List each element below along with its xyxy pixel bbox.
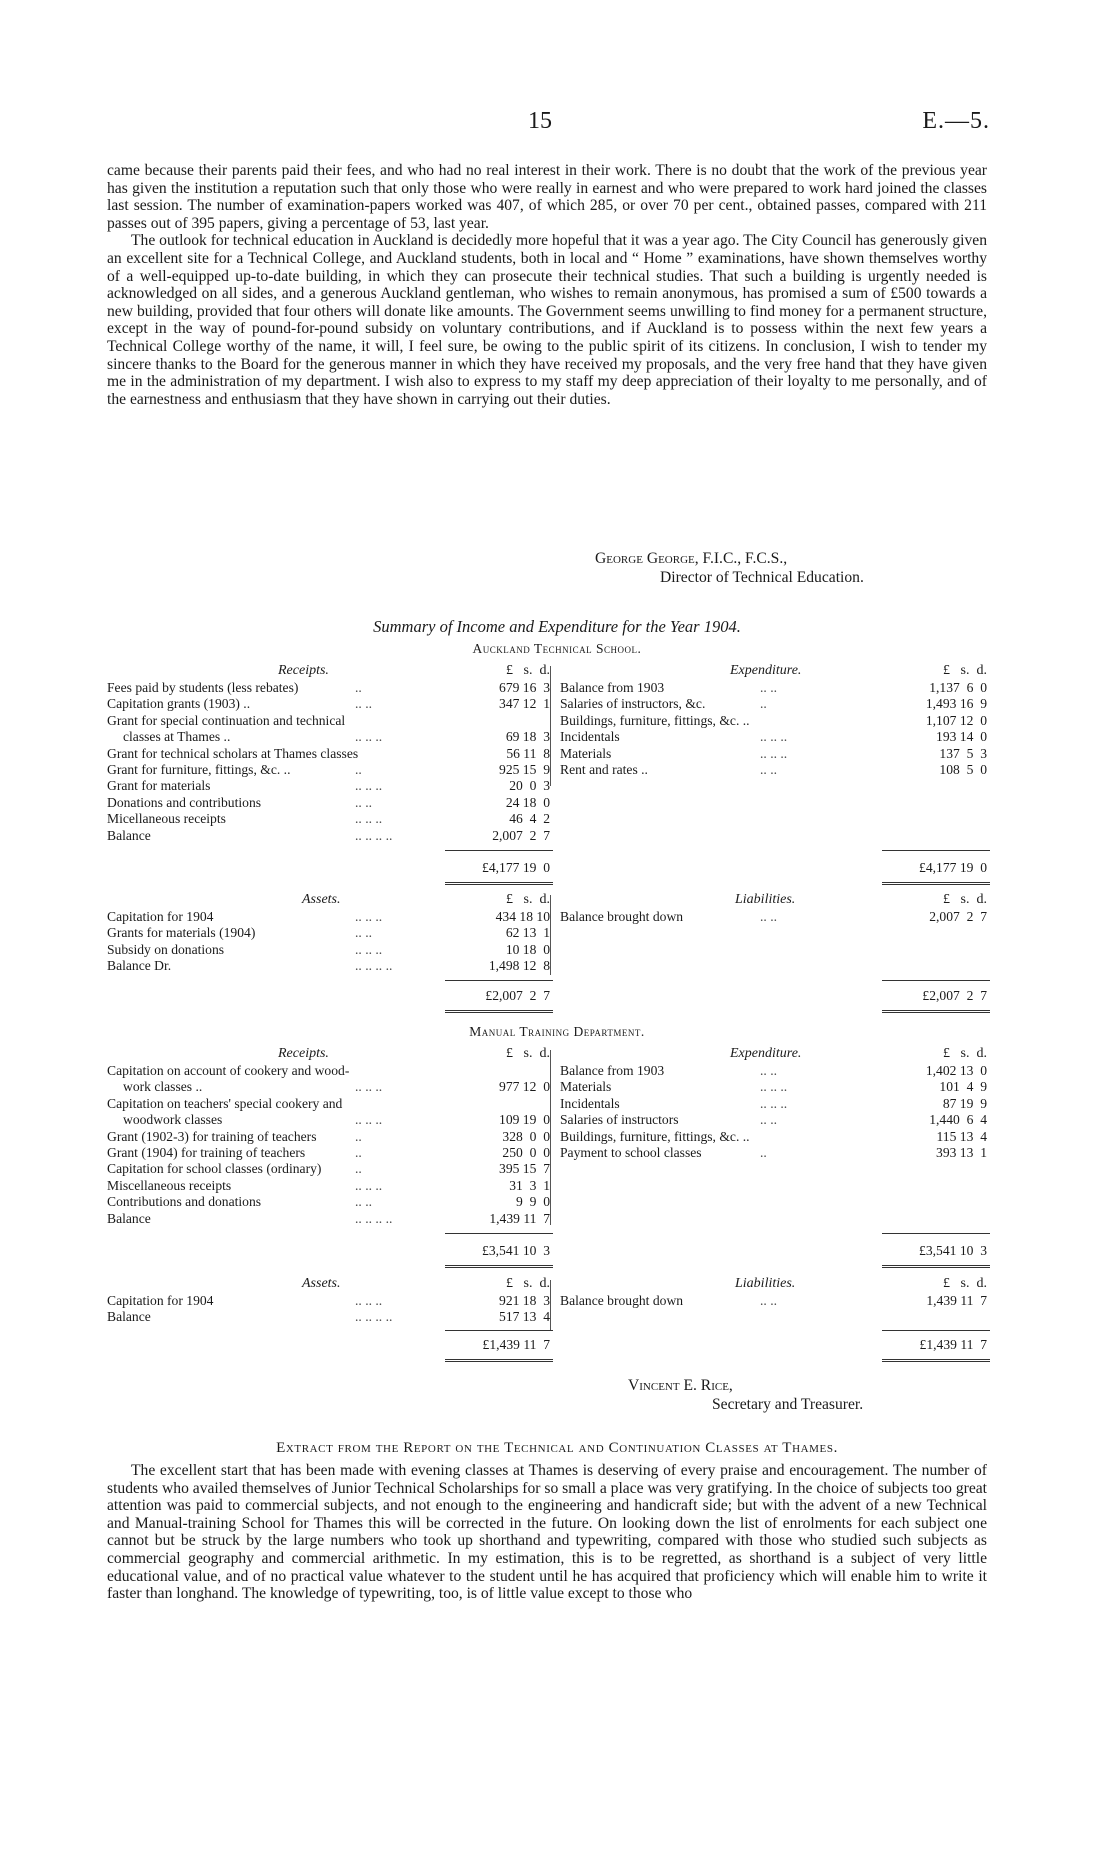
total-rule <box>882 980 990 981</box>
account-row-leader-dots: .. .. .. .. <box>355 827 393 843</box>
account-row-label: Salaries of instructors, &c. <box>560 696 706 712</box>
total-double-rule <box>882 1359 990 1362</box>
units-heading: £ s. d. <box>506 1276 550 1291</box>
account-row-amount: 1,439 11 7 <box>926 1293 987 1308</box>
total-rule <box>882 1233 990 1234</box>
liabilities-heading: Liabilities. <box>735 892 796 907</box>
units-heading: £ s. d. <box>943 1276 987 1291</box>
account-row-label: woodwork classes <box>123 1112 223 1128</box>
account-row-amount: 1,493 16 9 <box>925 696 987 712</box>
account-row-amount: 56 11 8 <box>506 745 550 761</box>
account-row-label: Grants for materials (1904) <box>107 925 256 941</box>
account-row-leader-dots: .. .. .. <box>355 729 383 745</box>
account-row-amount: 328 0 0 <box>502 1128 550 1144</box>
account-row <box>560 1145 990 1161</box>
account-row-leader-dots: .. <box>760 696 767 712</box>
account-row-amount: 1,137 6 0 <box>929 680 987 695</box>
account-row-amount: 87 19 9 <box>942 1095 987 1111</box>
account-row-label: Capitation on teachers' special cookery and <box>107 1095 343 1111</box>
account-row <box>107 925 987 941</box>
intro-paragraph-1: came because their parents paid their fees, and who had no real interest in their work. There is no doubt that the work of the previous year has given the institution a reputation such that only those who were really in earnest and who were prepared to work hard joined the classes last session. The number of examination-papers worked was 407, of which 285, or over 70 per cent., obtained passes, compared with 211 passes out of 395 papers, giving a percentage of 53, last year. <box>107 162 987 232</box>
account-row-amount: 925 15 9 <box>499 761 550 777</box>
account-row-label: Materials <box>560 1079 612 1095</box>
account-row-amount: 1,107 12 0 <box>925 712 987 728</box>
account-row-label: Subsidy on donations <box>107 941 225 957</box>
liabilities-list <box>560 1293 990 1309</box>
document-reference: E.—5. <box>922 108 990 134</box>
account-row-amount: 347 12 1 <box>499 696 550 712</box>
total-double-rule <box>882 882 990 885</box>
account-row-label: Salaries of instructors <box>560 1112 679 1128</box>
intro-text <box>107 162 987 408</box>
account-row-leader-dots: .. .. .. .. <box>355 958 393 974</box>
account-row-label: Balance from 1903 <box>560 1063 665 1078</box>
page-number: 15 <box>528 108 552 134</box>
extract-text <box>107 1462 987 1603</box>
account-row-amount: 250 0 0 <box>502 1144 550 1160</box>
account-row-amount: 193 14 0 <box>936 729 987 745</box>
account-row-leader-dots: .. .. <box>760 909 777 924</box>
account-row-label: work classes .. <box>123 1079 203 1095</box>
account-row <box>560 1096 990 1112</box>
account-row <box>560 729 990 745</box>
assets-heading: Assets. <box>302 1276 341 1291</box>
account-row-label: Payment to school classes <box>560 1144 702 1160</box>
receipts-heading: Receipts. <box>278 1046 329 1061</box>
account-row-label: Capitation grants (1903) .. <box>107 696 251 712</box>
total-liabilities: £1,439 11 7 <box>919 1337 987 1352</box>
account-row-leader-dots: .. .. .. .. <box>355 1210 393 1226</box>
account-row-amount: 921 18 3 <box>499 1293 550 1308</box>
total-expenditure: £3,541 10 3 <box>919 1243 987 1258</box>
account-row-label: Micellaneous receipts <box>107 811 226 827</box>
account-row-label: classes at Thames .. <box>123 729 231 745</box>
account-row-label: Balance <box>107 827 151 843</box>
units-heading: £ s. d. <box>943 663 987 678</box>
account-row-label: Capitation for school classes (ordinary) <box>107 1161 322 1177</box>
total-receipts: £4,177 19 0 <box>482 860 550 875</box>
account-row-leader-dots: .. .. .. <box>355 778 383 794</box>
account-row-amount: 31 3 1 <box>509 1177 550 1193</box>
account-row <box>560 762 990 778</box>
total-receipts: £3,541 10 3 <box>482 1243 550 1258</box>
account-row-amount: 10 18 0 <box>505 941 550 957</box>
total-assets: £2,007 2 7 <box>485 988 550 1003</box>
expenditure-list <box>560 680 990 778</box>
account-row-leader-dots: .. .. <box>760 1063 777 1078</box>
signature-title: Secretary and Treasurer. <box>712 1396 864 1413</box>
total-double-rule <box>445 1010 553 1013</box>
account-row-amount: 1,402 13 0 <box>925 1063 987 1078</box>
account-row-amount: 101 4 9 <box>939 1079 987 1095</box>
account-row-label: Grant for technical scholars at Thames classes <box>107 745 359 761</box>
account-row-amount: 395 15 7 <box>499 1161 550 1177</box>
account-row-amount: 1,439 11 7 <box>489 1210 550 1226</box>
total-assets: £1,439 11 7 <box>482 1337 550 1352</box>
account-row-amount: 108 5 0 <box>939 761 987 777</box>
account-row-amount: 1,498 12 8 <box>488 958 550 974</box>
account-row-label: Rent and rates .. <box>560 761 648 777</box>
section-title-manual-training: Manual Training Department. <box>469 1024 645 1039</box>
units-heading: £ s. d. <box>506 663 550 678</box>
total-double-rule <box>882 1265 990 1268</box>
units-heading: £ s. d. <box>943 892 987 907</box>
account-row-amount: 517 13 4 <box>499 1309 550 1325</box>
total-liabilities: £2,007 2 7 <box>922 988 987 1003</box>
account-row-label: Balance from 1903 <box>560 680 665 695</box>
account-row-leader-dots: .. <box>355 1161 362 1177</box>
account-row <box>560 1129 990 1145</box>
units-heading: £ s. d. <box>506 892 550 907</box>
account-row-label: Grant for furniture, fittings, &c. .. <box>107 761 291 777</box>
total-double-rule <box>445 882 553 885</box>
account-row <box>107 1194 987 1210</box>
account-row <box>560 713 990 729</box>
account-row <box>560 680 990 696</box>
account-row <box>107 1309 987 1325</box>
account-row-leader-dots: .. .. .. <box>760 1095 788 1111</box>
account-row-leader-dots: .. .. .. <box>355 811 383 827</box>
signature-name: Vincent E. Rice, <box>628 1377 733 1394</box>
account-row <box>107 811 987 827</box>
account-row-amount: 46 4 2 <box>509 811 550 827</box>
account-row <box>560 1063 990 1079</box>
account-row <box>107 828 987 844</box>
intro-paragraph-2: The outlook for technical education in Auckland is decidedly more hopeful that it was a year ago. The City Council has generously given an excellent site for a Technical College, and Auckland students, both in local and “ Home ” examinations, have shown themselves worthy of a well-equipped up-to-date building, in which they can prosecute their technical studies. That such a building is urgently needed is acknowledged on all sides, and a generous Auckland gentleman, who wishes to remain anonymous, has promised a sum of £500 towards a new building, provided that four others will donate like amounts. The Government seems unwilling to find money for a permanent structure, except in the way of pound-for-pound subsidy on voluntary contributions, and if Auckland is to possess within the next few years a Technical College worthy of the name, it will, I feel sure, be owing to the public spirit of its citizens. In conclusion, I wish to tender my sincere thanks to the Board for the generous manner in which they have received my proposals, and the very free hand that they have given me in the administration of my department. I wish also to express to my staff my deep appreciation of their loyalty to me personally, and of the earnestness and enthusiasm that they have shown in carrying out their duties. <box>107 232 987 408</box>
liabilities-heading: Liabilities. <box>735 1276 796 1291</box>
account-row-leader-dots: .. .. .. <box>355 909 383 924</box>
account-row-label: Balance brought down <box>560 909 684 924</box>
account-row-label: Capitation on account of cookery and wood- <box>107 1063 350 1078</box>
total-rule <box>445 980 553 981</box>
account-row-amount: 24 18 0 <box>505 794 550 810</box>
account-row-leader-dots: .. <box>355 1128 362 1144</box>
account-row-label: Balance <box>107 1309 151 1325</box>
account-row <box>107 1161 987 1177</box>
total-double-rule <box>445 1359 553 1362</box>
units-heading: £ s. d. <box>943 1046 987 1061</box>
account-row <box>560 1112 990 1128</box>
account-row-leader-dots: .. .. <box>355 925 372 941</box>
account-row <box>107 1178 987 1194</box>
account-row <box>107 958 987 974</box>
account-row-label: Buildings, furniture, fittings, &c. .. <box>560 1128 750 1144</box>
account-row-leader-dots: .. .. .. <box>355 1112 383 1128</box>
account-row-leader-dots: .. .. .. <box>760 745 788 761</box>
account-row-amount: 393 13 1 <box>936 1144 987 1160</box>
account-row-leader-dots: .. .. .. <box>355 941 383 957</box>
account-row-amount: 977 12 0 <box>499 1079 550 1095</box>
signature-title: Director of Technical Education. <box>660 569 864 586</box>
account-row-leader-dots: .. <box>355 680 362 695</box>
account-row-label: Donations and contributions <box>107 794 262 810</box>
account-row-amount: 9 9 0 <box>516 1194 550 1210</box>
account-row <box>560 1079 990 1095</box>
account-row <box>107 778 987 794</box>
expenditure-heading: Expenditure. <box>730 663 802 678</box>
total-double-rule <box>882 1010 990 1013</box>
account-row-label: Capitation for 1904 <box>107 1293 214 1308</box>
account-row-label: Incidentals <box>560 729 620 745</box>
total-expenditure: £4,177 19 0 <box>919 860 987 875</box>
section-title-technical-school: Auckland Technical School. <box>472 641 642 656</box>
account-row-label: Grant (1904) for training of teachers <box>107 1144 306 1160</box>
account-row-label: Capitation for 1904 <box>107 909 214 924</box>
account-row-amount: 109 19 0 <box>499 1112 550 1128</box>
account-row-label: Incidentals <box>560 1095 620 1111</box>
total-rule <box>445 850 553 851</box>
account-row <box>560 696 990 712</box>
account-row-label: Contributions and donations <box>107 1194 262 1210</box>
total-rule <box>445 1233 553 1234</box>
account-row-label: Buildings, furniture, fittings, &c. .. <box>560 712 750 728</box>
total-rule <box>882 850 990 851</box>
account-row-leader-dots: .. .. <box>355 794 372 810</box>
account-row-amount: 137 5 3 <box>939 745 987 761</box>
account-row-label: Balance <box>107 1210 151 1226</box>
assets-heading: Assets. <box>302 892 341 907</box>
account-row <box>560 909 990 925</box>
account-row <box>560 746 990 762</box>
account-row-amount: 115 13 4 <box>936 1128 987 1144</box>
account-row-amount: 2,007 2 7 <box>492 827 550 843</box>
account-row-amount: 679 16 3 <box>499 680 550 695</box>
units-heading: £ s. d. <box>506 1046 550 1061</box>
account-row-label: Grant (1902-3) for training of teachers <box>107 1128 317 1144</box>
account-row-leader-dots: .. .. .. <box>355 1177 383 1193</box>
account-row-leader-dots: .. <box>355 761 362 777</box>
liabilities-list <box>560 909 990 925</box>
account-row-amount: 69 18 3 <box>505 729 550 745</box>
summary-title: Summary of Income and Expenditure for the Year 1904. <box>373 617 741 636</box>
account-row-amount: 1,440 6 4 <box>929 1112 987 1128</box>
account-row-leader-dots: .. .. .. <box>760 1079 788 1095</box>
account-row-leader-dots: .. .. <box>760 680 777 695</box>
total-double-rule <box>445 1265 553 1268</box>
signature-name: George George, F.I.C., F.C.S., <box>595 550 788 567</box>
account-row-leader-dots: .. .. .. <box>355 1079 383 1095</box>
account-row <box>560 1293 990 1309</box>
receipts-heading: Receipts. <box>278 663 329 678</box>
account-row-label: Fees paid by students (less rebates) <box>107 680 299 695</box>
total-rule <box>882 1330 990 1331</box>
account-row-leader-dots: .. <box>355 1144 362 1160</box>
account-row-leader-dots: .. .. <box>760 1293 777 1308</box>
account-row-leader-dots: .. .. .. .. <box>355 1309 393 1325</box>
expenditure-list <box>560 1063 990 1161</box>
account-row-amount: 434 18 10 <box>495 909 550 924</box>
account-row-amount: 2,007 2 7 <box>929 909 987 924</box>
account-row-label: Grant for materials <box>107 778 211 794</box>
account-row-amount: 20 0 3 <box>509 778 550 794</box>
total-rule <box>445 1330 553 1331</box>
account-row-label: Miscellaneous receipts <box>107 1177 232 1193</box>
account-row-label: Balance Dr. <box>107 958 172 974</box>
account-row <box>107 942 987 958</box>
account-row-leader-dots: .. .. <box>760 761 777 777</box>
account-row-leader-dots: .. .. .. <box>355 1293 383 1308</box>
account-row-leader-dots: .. <box>760 1144 767 1160</box>
extract-title: Extract from the Report on the Technical and Continuation Classes at Thames. <box>276 1440 838 1456</box>
account-row-label: Grant for special continuation and technical <box>107 712 346 728</box>
extract-paragraph: The excellent start that has been made with evening classes at Thames is deserving of every praise and encouragement. The number of students who availed themselves of Junior Technical Scholarships for so small a place was very gratifying. In the choice of subjects too great attention was paid to commercial subjects, and not enough to the engineering and handicraft side; but with the advent of a new Technical and Manual-training School for Thames this will be corrected in the future. On looking down the list of enrolments for each subject one cannot but be struck by the large numbers who took up shorthand and typewriting, compared with those who studied such subjects as commercial geography and commercial arithmetic. In my estimation, this is to be regretted, as shorthand is a subject of very little educational value, and of no practical value whatever to the student until he has acquired that proficiency which will enable him to write it faster than longhand. The knowledge of typewriting, too, is of little value except to those who <box>107 1462 987 1603</box>
account-row <box>107 795 987 811</box>
account-row-label: Materials <box>560 745 612 761</box>
expenditure-heading: Expenditure. <box>730 1046 802 1061</box>
account-row-leader-dots: .. .. .. <box>760 729 788 745</box>
account-row-leader-dots: .. .. <box>355 696 372 712</box>
account-row-leader-dots: .. .. <box>355 1194 372 1210</box>
account-row-amount: 62 13 1 <box>505 925 550 941</box>
account-row <box>107 1211 987 1227</box>
account-row-leader-dots: .. .. <box>760 1112 777 1128</box>
account-row-label: Balance brought down <box>560 1293 684 1308</box>
